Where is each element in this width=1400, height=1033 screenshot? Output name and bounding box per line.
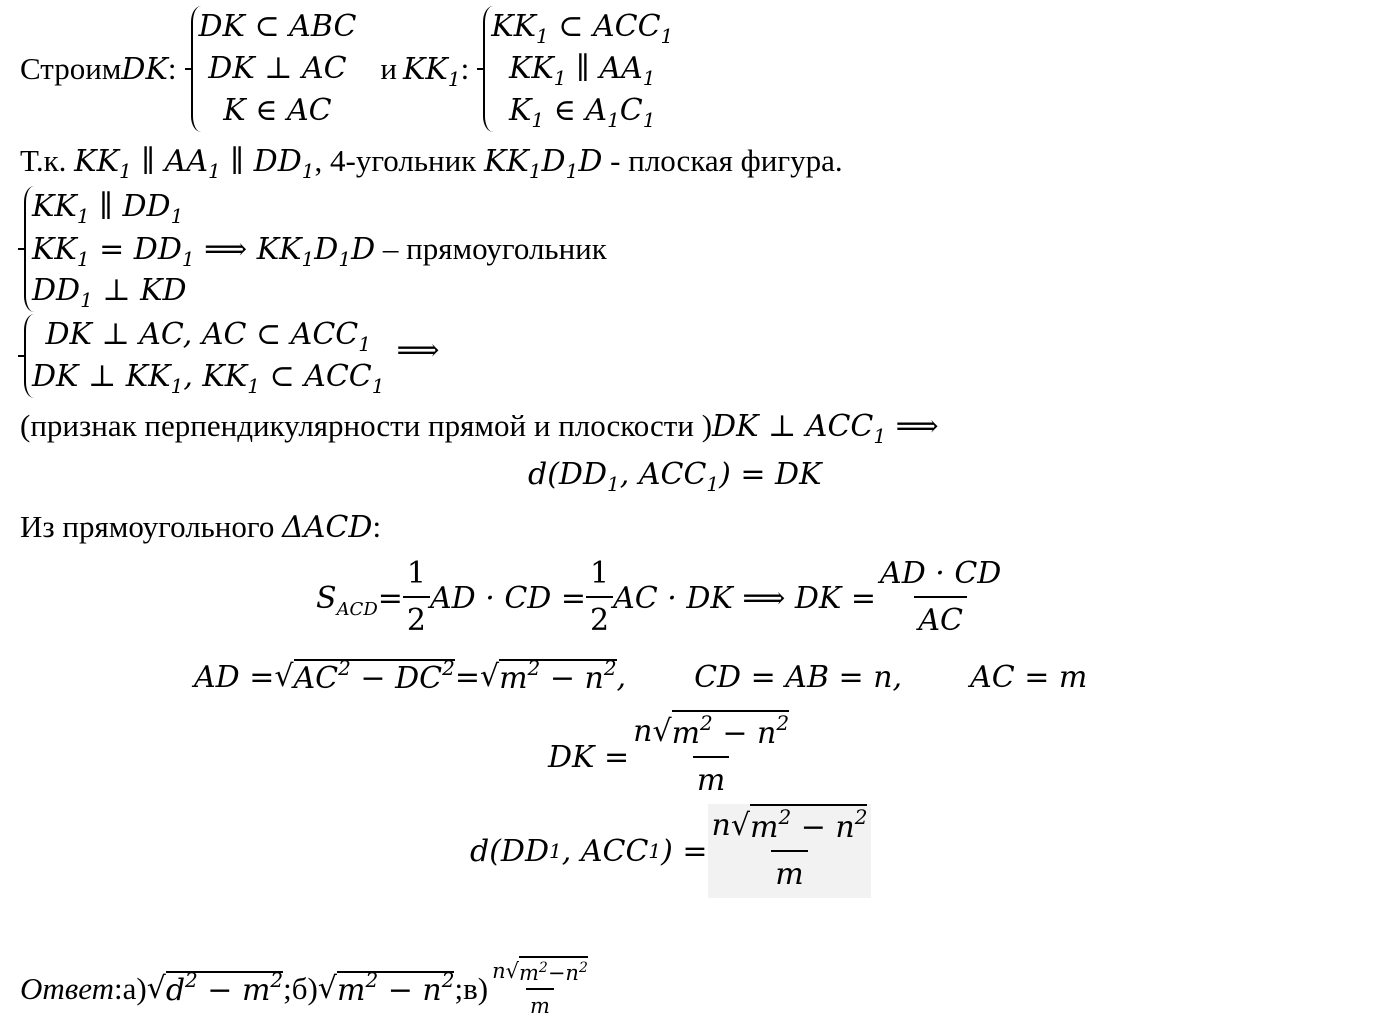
distance-result: d(DD 1 , ACC 1 ) = n √ $m^2 - n^2$ m bbox=[470, 806, 871, 896]
system-rectangle-row: $KK_1 = DD_1$ ⟹ $KK_1D_1D$ – прямоугольник bbox=[32, 231, 607, 271]
system-kk bbox=[477, 6, 673, 132]
system-kk-row: $KK_1$ ∥ $AA_1$ bbox=[508, 51, 656, 90]
criterion-line: (признак перпендикулярности прямой и плоскости )DK ⊥ $ACC_1$ ⟹ bbox=[20, 408, 939, 448]
fraction-half: $\frac{1}{2}$ bbox=[403, 552, 430, 644]
fraction-distance-result: n √ $m^2 - n^2$ m bbox=[708, 804, 872, 898]
construction-dk: DK bbox=[121, 51, 168, 87]
system-rectangle bbox=[18, 186, 607, 312]
fraction-dk-result: n √ $m^2 - n^2$ m bbox=[629, 710, 793, 804]
system-rectangle-row: $KK_1$ ∥ $DD_1$ bbox=[32, 189, 184, 228]
system-perpendicular-row: DK ⊥ AC, AC ⊂ $ACC_1$ bbox=[45, 317, 371, 356]
fraction-dk: $\frac{AD \cdot CD}{AC}$ bbox=[876, 552, 1005, 644]
construction-kk: $KK_1$ bbox=[403, 51, 461, 91]
fraction-half: $\frac{1}{2}$ bbox=[586, 552, 613, 644]
system-kk-row: $KK_1$ ⊂ $ACC_1$ bbox=[491, 9, 674, 48]
right-triangle-line: Из прямоугольного ΔACD: bbox=[20, 509, 382, 545]
system-rectangle-row: $DD_1$ ⊥ KD bbox=[32, 273, 187, 312]
construction-lead: Строим bbox=[20, 51, 122, 86]
answer-b-radical: √ $m^2 - n^2$ bbox=[317, 967, 455, 1008]
system-dk bbox=[185, 6, 357, 132]
system-perpendicular-row: DK ⊥ $KK_1$, $KK_1$ ⊂ $ACC_1$ bbox=[32, 359, 385, 398]
brace bbox=[477, 6, 491, 132]
brace bbox=[18, 314, 32, 398]
construction-colon: : bbox=[167, 51, 177, 86]
system-kk-row: $K_1$ ∈ $A_1C_1$ bbox=[508, 93, 656, 132]
construction-line bbox=[20, 6, 673, 132]
planar-figure-line: Т.к. $KK_1$ ∥ $AA_1$ ∥ $DD_1$, 4-угольник $KK_1D_1D$ - плоская фигура. bbox=[20, 143, 843, 183]
system-dk-row: DK ⊂ ABC bbox=[198, 9, 357, 44]
answer-line: Ответ : а) √ $d^2 - m^2$ ; б) √ $m^2 - n^2$ ; в) n √ $m^2-n^2$ m bbox=[20, 950, 592, 1028]
system-perpendicular bbox=[18, 314, 384, 398]
perpendicular-system-line bbox=[18, 314, 440, 398]
ad-formula: AD = √ $AC^2 - DC^2$ = √ $m^2 - n^2$ , CD = AB = n, AC = m bbox=[194, 655, 1088, 696]
system-dk-row: K ∈ AC bbox=[223, 93, 332, 128]
radical: √ $m^2 - n^2$ bbox=[479, 655, 617, 696]
dk-formula: DK = n √ $m^2 - n^2$ m bbox=[548, 710, 793, 804]
construction-colon: : bbox=[460, 51, 470, 86]
conjunction-and: и bbox=[380, 51, 397, 86]
system-dk-row: DK ⊥ AC bbox=[208, 51, 347, 86]
answer-label: Ответ bbox=[20, 971, 114, 1006]
rectangle-line bbox=[18, 186, 607, 312]
answer-a-radical: √ $d^2 - m^2$ bbox=[146, 967, 284, 1008]
radical: √ $AC^2 - DC^2$ bbox=[274, 655, 455, 696]
area-formula: $S_{ACD}$ = $\frac{1}{2}$ AD · CD = $\frac{1}{2}$ AC · DK ⟹ DK = $\frac{AD \cdot CD}{AC}$ bbox=[316, 552, 1005, 644]
implies-arrow: ⟹ bbox=[396, 332, 440, 368]
brace bbox=[185, 6, 199, 132]
distance-equals-dk: $d(DD_1$, $ACC_1$) = DK bbox=[528, 457, 822, 496]
answer-c-fraction: n √ $m^2-n^2$ m bbox=[488, 956, 592, 1022]
brace bbox=[18, 186, 32, 312]
